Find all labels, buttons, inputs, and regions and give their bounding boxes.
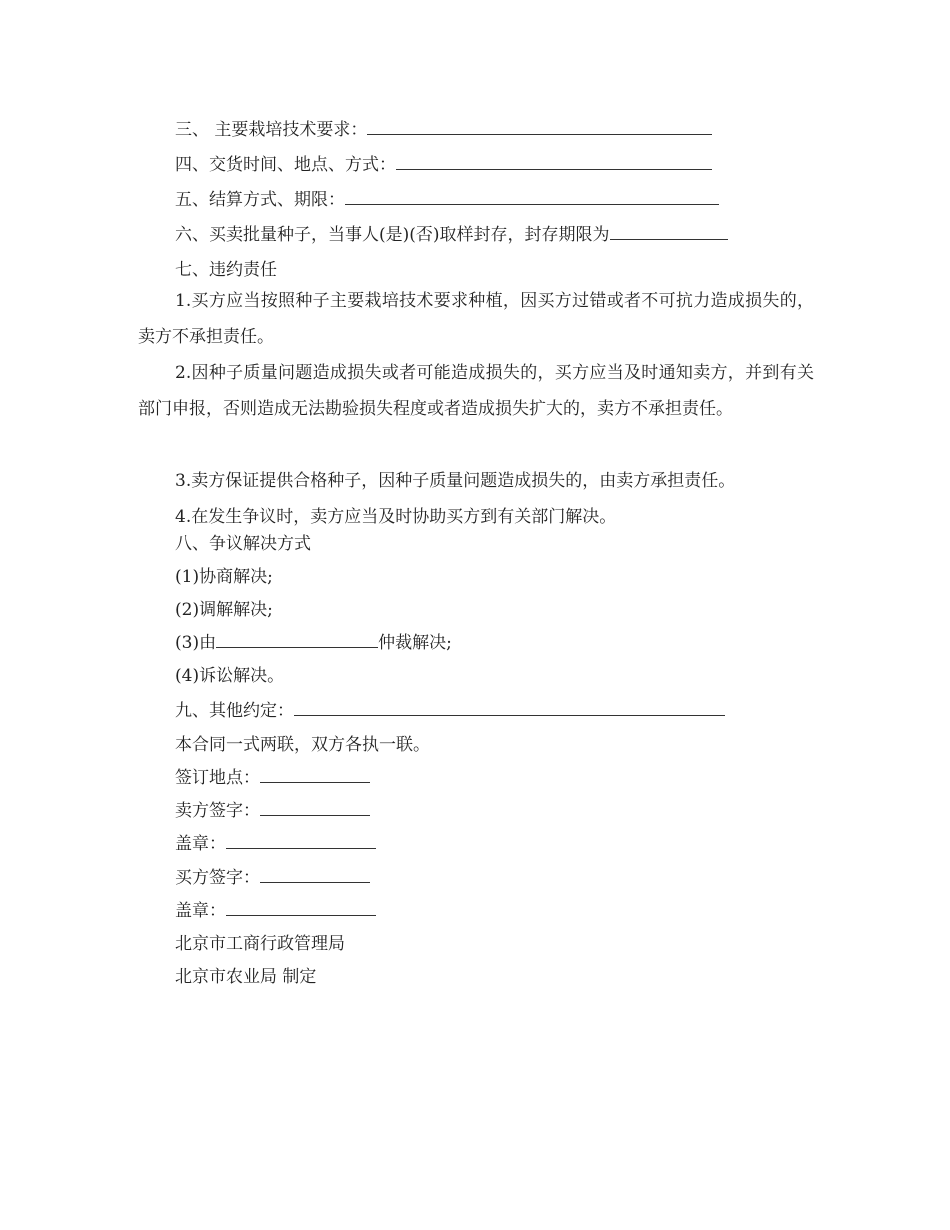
clause-7-item-1: 1.买方应当按照种子主要栽培技术要求种植，因买方过错或者不可抗力造成损失的，卖方不承担责任。 [138, 291, 814, 347]
clause-8-option-3 [175, 631, 452, 655]
seller-signature-label: 卖方签字： [175, 801, 260, 821]
arbitration-body-blank [216, 631, 378, 648]
clause-8-title: 八、争议解决方式 [175, 534, 311, 554]
clause-7-title: 七、违约责任 [175, 260, 277, 280]
clause-8-option-3-prefix: (3)由 [175, 633, 217, 653]
clause-6 [175, 223, 728, 247]
buyer-signature-label: 买方签字： [175, 868, 260, 888]
signing-place [175, 766, 370, 790]
seller-seal-label: 盖章： [175, 834, 226, 854]
signing-place-blank [260, 766, 370, 783]
seller-signature-blank [260, 799, 370, 816]
clause-5 [175, 188, 719, 212]
buyer-seal-blank [226, 899, 376, 916]
clause-7-item-2: 2.因种子质量问题造成损失或者可能造成损失的，买方应当及时通知卖方，并到有关部门申报，否则造成无法勘验损失程度或者造成损失扩大的，卖方不承担责任。 [138, 363, 814, 419]
clause-3 [175, 118, 712, 142]
clause-5-blank [345, 188, 719, 205]
clause-6-blank [610, 223, 728, 240]
seller-seal-blank [226, 832, 376, 849]
clause-8-option-4: (4)诉讼解决。 [175, 666, 285, 686]
clause-8-option-3-suffix: 仲裁解决; [378, 633, 452, 653]
clause-3-blank [367, 118, 712, 135]
buyer-signature-blank [260, 866, 370, 883]
clause-6-label: 六、买卖批量种子，当事人(是)(否)取样封存，封存期限为 [175, 225, 610, 245]
clause-7-item-4: 4.在发生争议时，卖方应当及时协助买方到有关部门解决。 [175, 507, 617, 527]
clause-8-option-1: (1)协商解决; [175, 567, 273, 587]
clause-8-option-2: (2)调解解决; [175, 600, 273, 620]
clause-7-item-3: 3.卖方保证提供合格种子，因种子质量问题造成损失的，由卖方承担责任。 [175, 471, 736, 491]
copies-note: 本合同一式两联，双方各执一联。 [175, 735, 430, 755]
clause-9-blank [294, 699, 725, 716]
clause-9 [175, 699, 725, 723]
buyer-seal [175, 899, 376, 923]
buyer-seal-label: 盖章： [175, 901, 226, 921]
issuer-line-1: 北京市工商行政管理局 [175, 934, 345, 954]
buyer-signature [175, 866, 370, 890]
signing-place-label: 签订地点： [175, 768, 260, 788]
seller-seal [175, 832, 376, 856]
clause-4 [175, 153, 712, 177]
seller-signature [175, 799, 370, 823]
clause-4-label: 四、交货时间、地点、方式： [175, 155, 396, 175]
clause-3-label: 三、 主要栽培技术要求： [175, 120, 368, 140]
clause-9-label: 九、其他约定： [175, 701, 294, 721]
clause-4-blank [396, 153, 712, 170]
issuer-line-2: 北京市农业局 制定 [175, 967, 317, 987]
clause-5-label: 五、结算方式、期限： [175, 190, 345, 210]
